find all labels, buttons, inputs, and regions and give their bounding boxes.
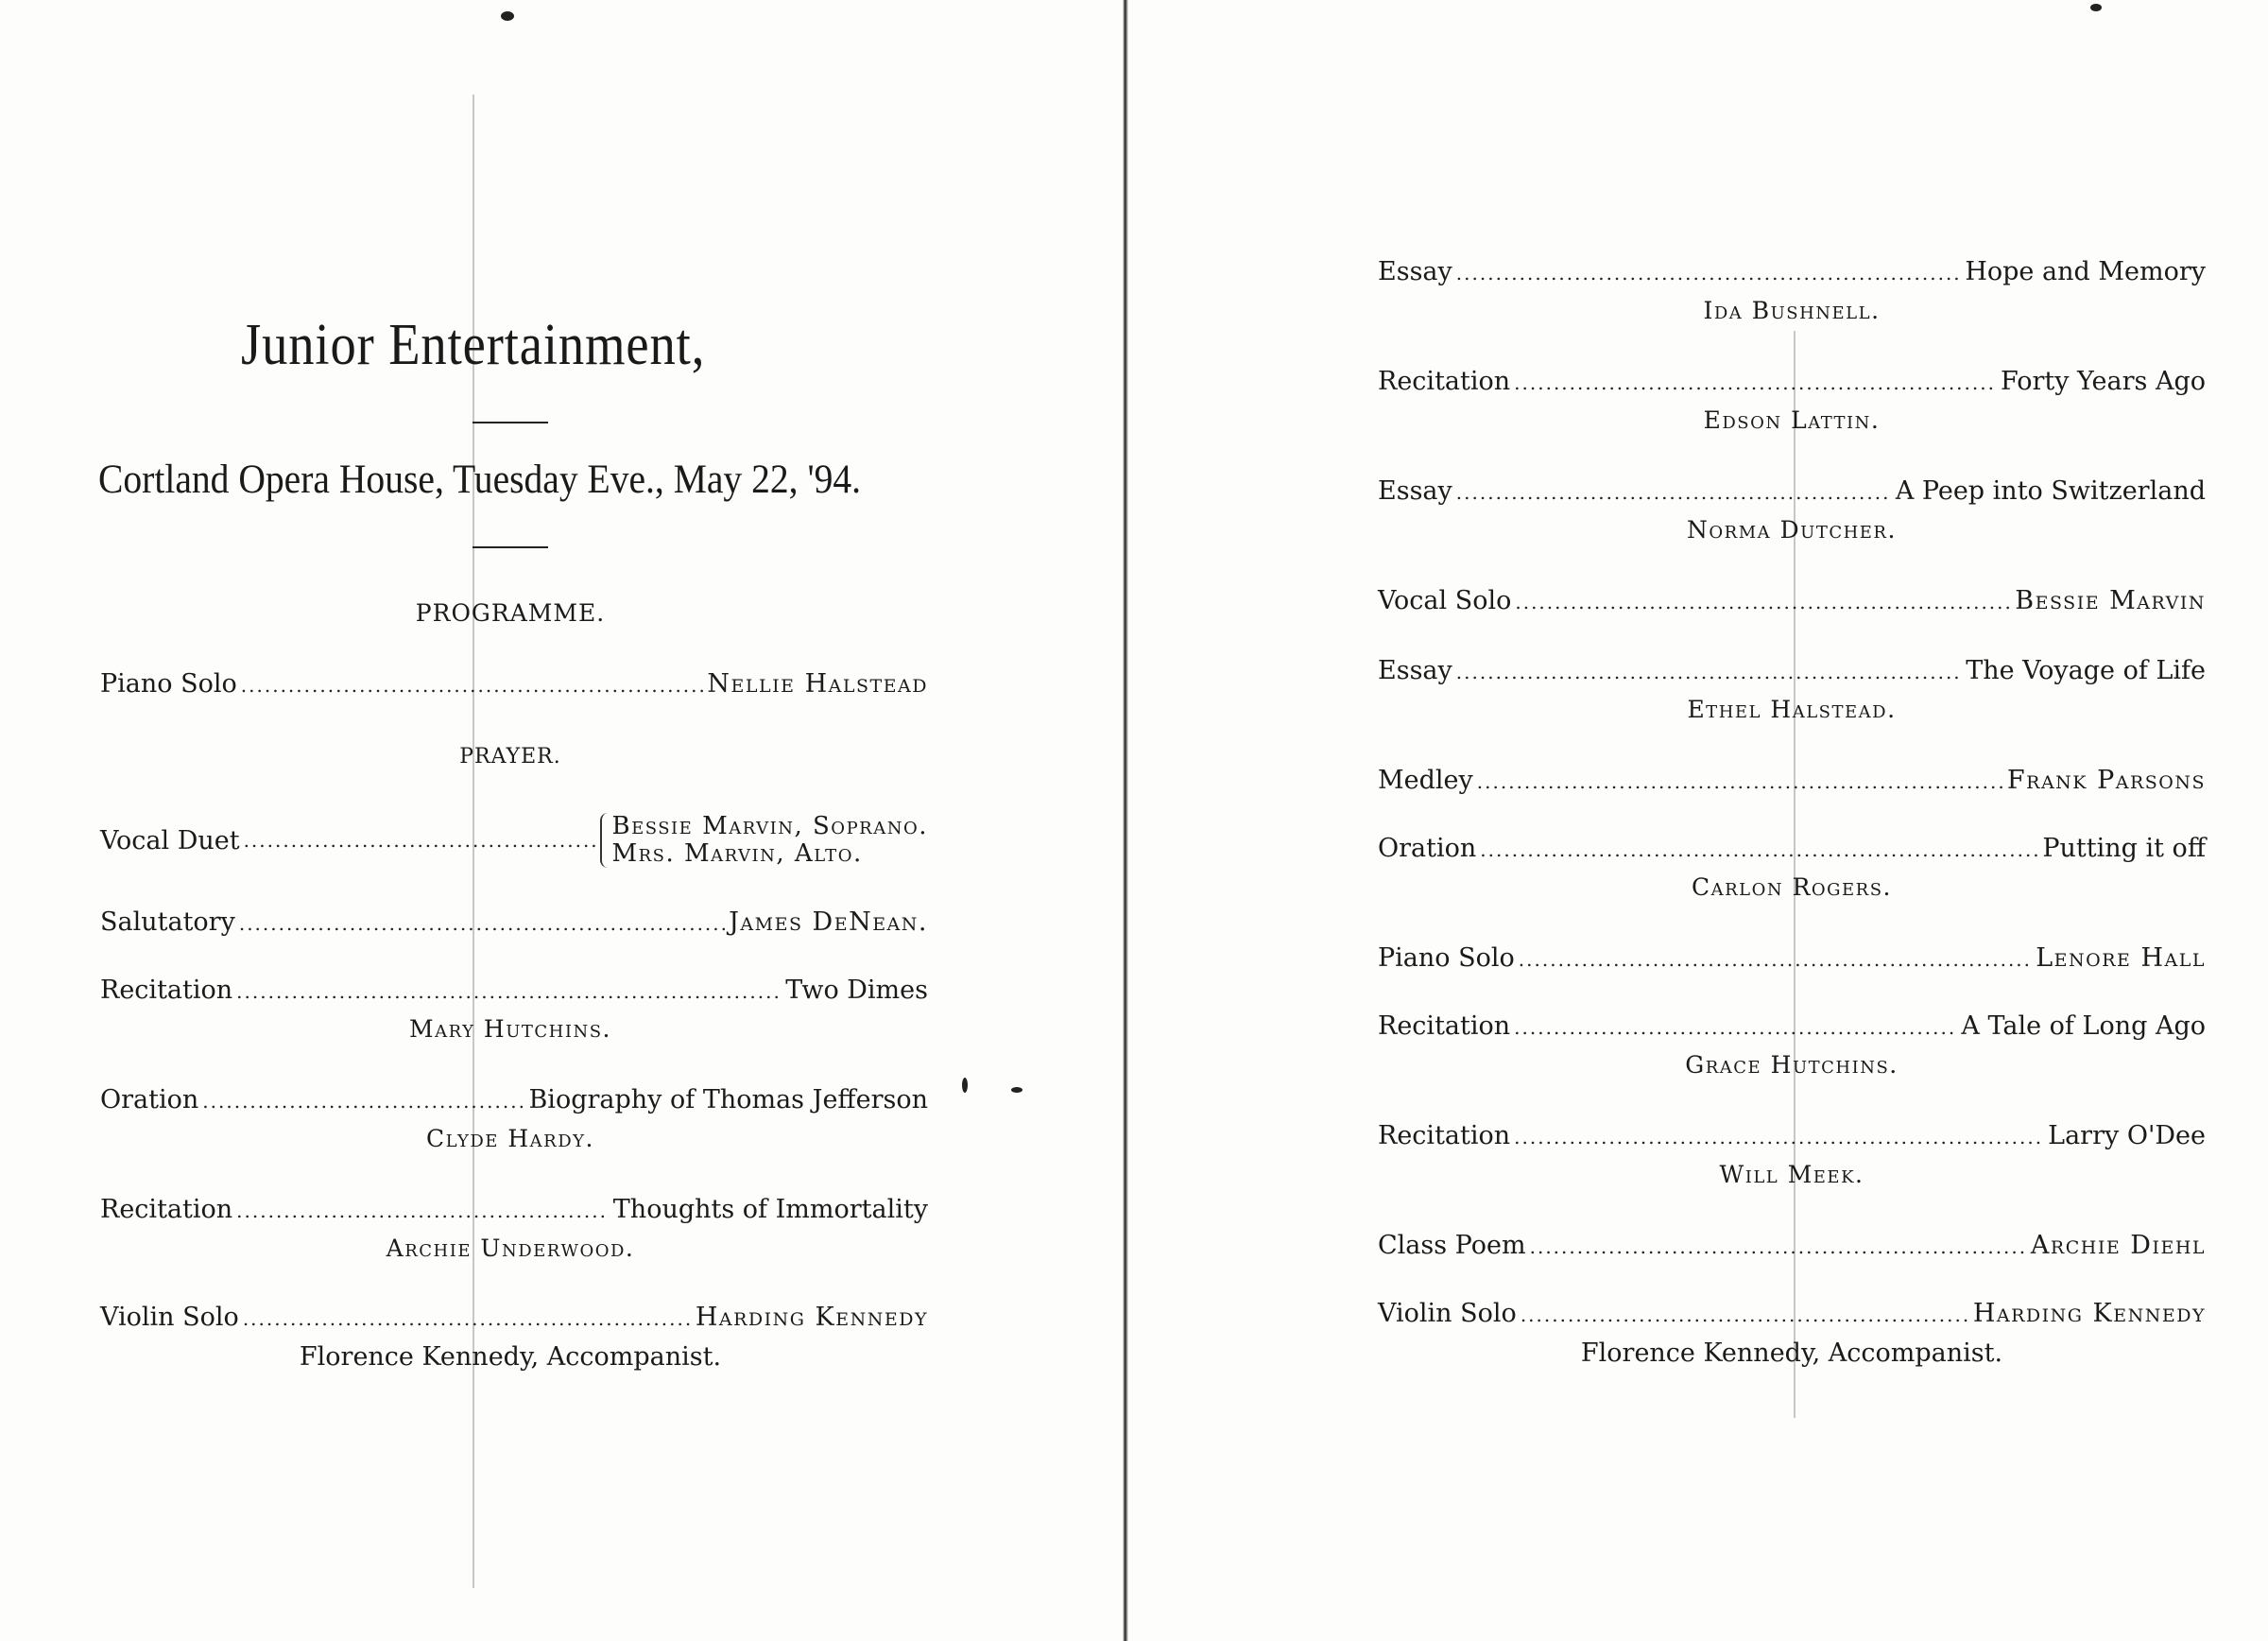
leader-dots [244, 829, 597, 852]
programme-entry [100, 907, 928, 937]
programme-entry [1378, 257, 2206, 286]
programme-heading: PROGRAMME. [415, 599, 606, 627]
entry-item: Essay [1378, 656, 1452, 685]
programme-entry [100, 1195, 928, 1224]
entry-title: Larry O'Dee [2048, 1121, 2206, 1150]
entry-item: Essay [1378, 257, 1452, 286]
title-rule [472, 422, 548, 423]
leader-dots [1480, 838, 2038, 861]
right-page [1128, 0, 2268, 1641]
entry-performer: Mary Hutchins. [408, 1015, 611, 1043]
programme-entry [1378, 943, 2206, 973]
entry-performer: Lenore Hall [2036, 943, 2206, 973]
entry-performer: Norma Dutcher. [1687, 516, 1897, 544]
entry-item: Recitation [1378, 367, 1511, 396]
entry-performer: Bessie Marvin [2015, 586, 2206, 615]
prayer-heading: PRAYER. [459, 745, 561, 769]
leader-dots [1519, 948, 2032, 971]
leader-dots [1456, 481, 1892, 504]
entry-performer: Nellie Halstead [707, 669, 928, 699]
programme-entry [1378, 1231, 2206, 1260]
leader-dots [241, 674, 704, 697]
programme-entry [1378, 766, 2206, 795]
programme-entry [1378, 1121, 2206, 1150]
event-title: Junior Entertainment, [241, 313, 706, 377]
entry-item: Oration [100, 1085, 199, 1114]
entry-title: Biography of Thomas Jefferson [528, 1085, 928, 1114]
programme-entry [100, 813, 928, 868]
programme-entry [100, 1085, 928, 1114]
duet-performer-2: Mrs. Marvin, Alto. [611, 839, 863, 868]
entry-item: Piano Solo [100, 669, 237, 699]
duet-performers [600, 813, 928, 868]
entry-item: Vocal Solo [1378, 586, 1512, 615]
leader-dots [236, 980, 782, 1003]
leader-dots [1477, 770, 2003, 793]
subtitle-rule [472, 546, 548, 548]
leader-dots [1456, 661, 1962, 683]
entry-performer: Edson Lattin. [1703, 406, 1881, 434]
entry-performer: Carlon Rogers. [1691, 873, 1893, 901]
leader-dots [1456, 262, 1962, 285]
programme-entry [100, 976, 928, 1005]
leader-dots [1530, 1235, 2027, 1258]
entry-performer: Frank Parsons [2006, 766, 2206, 795]
entry-title: Putting it off [2042, 834, 2206, 863]
entry-item: Vocal Duet [100, 825, 240, 855]
leader-dots [202, 1090, 524, 1113]
entry-item: Recitation [1378, 1011, 1511, 1041]
entry-item: Salutatory [100, 907, 235, 937]
entry-title: A Tale of Long Ago [1961, 1011, 2206, 1041]
leader-dots [243, 1307, 692, 1330]
programme-entry [1378, 656, 2206, 685]
programme-entry [100, 1303, 928, 1332]
entry-title: Forty Years Ago [2000, 367, 2206, 396]
entry-item: Piano Solo [1378, 943, 1515, 973]
entry-performer: Harding Kennedy [695, 1303, 928, 1332]
entry-performer: Grace Hutchins. [1685, 1051, 1899, 1079]
entry-performer: Ethel Halstead. [1687, 696, 1897, 723]
entry-item: Class Poem [1378, 1231, 1526, 1260]
leader-dots [236, 1200, 610, 1222]
entry-title: The Voyage of Life [1966, 656, 2206, 685]
programme-entry [1378, 476, 2206, 506]
entry-title: Thoughts of Immortality [612, 1195, 928, 1224]
entry-performer: Harding Kennedy [1972, 1299, 2206, 1328]
entry-item: Violin Solo [100, 1303, 239, 1332]
leader-dots [1515, 591, 2011, 613]
entry-title: Two Dimes [785, 976, 928, 1005]
leader-dots [239, 912, 725, 935]
entry-performer: Ida Bushnell. [1703, 297, 1881, 324]
entry-item: Recitation [100, 1195, 233, 1224]
leader-dots [1521, 1304, 1969, 1326]
leader-dots [1514, 1126, 2044, 1149]
entry-item: Violin Solo [1378, 1299, 1517, 1328]
programme-entry [1378, 1011, 2206, 1041]
accompanist-note: Florence Kennedy, Accompanist. [1580, 1339, 2003, 1368]
left-page [0, 0, 1123, 1641]
leader-dots [1514, 1016, 1957, 1039]
entry-title: A Peep into Switzerland [1895, 476, 2206, 506]
entry-performer: Will Meek. [1719, 1161, 1864, 1188]
entry-performer: Archie Diehl [2030, 1231, 2206, 1260]
programme-entry [1378, 834, 2206, 863]
entry-item: Recitation [1378, 1121, 1511, 1150]
accompanist-note: Florence Kennedy, Accompanist. [299, 1342, 722, 1372]
entry-performer: Archie Underwood. [386, 1235, 635, 1262]
event-subtitle: Cortland Opera House, Tuesday Eve., May 22, '94. [98, 458, 862, 502]
programme-entry [1378, 1299, 2206, 1328]
duet-performer-1: Bessie Marvin, Soprano. [611, 812, 928, 840]
programme-entry [1378, 367, 2206, 396]
entry-item: Medley [1378, 766, 1473, 795]
entry-item: Essay [1378, 476, 1452, 506]
entry-item: Oration [1378, 834, 1477, 863]
programme-entry [100, 669, 928, 699]
entry-title: Hope and Memory [1965, 257, 2206, 286]
leader-dots [1514, 371, 1997, 394]
entry-performer: James DeNean. [729, 907, 928, 937]
entry-item: Recitation [100, 976, 233, 1005]
entry-performer: Clyde Hardy. [426, 1125, 594, 1152]
programme-entry [1378, 586, 2206, 615]
